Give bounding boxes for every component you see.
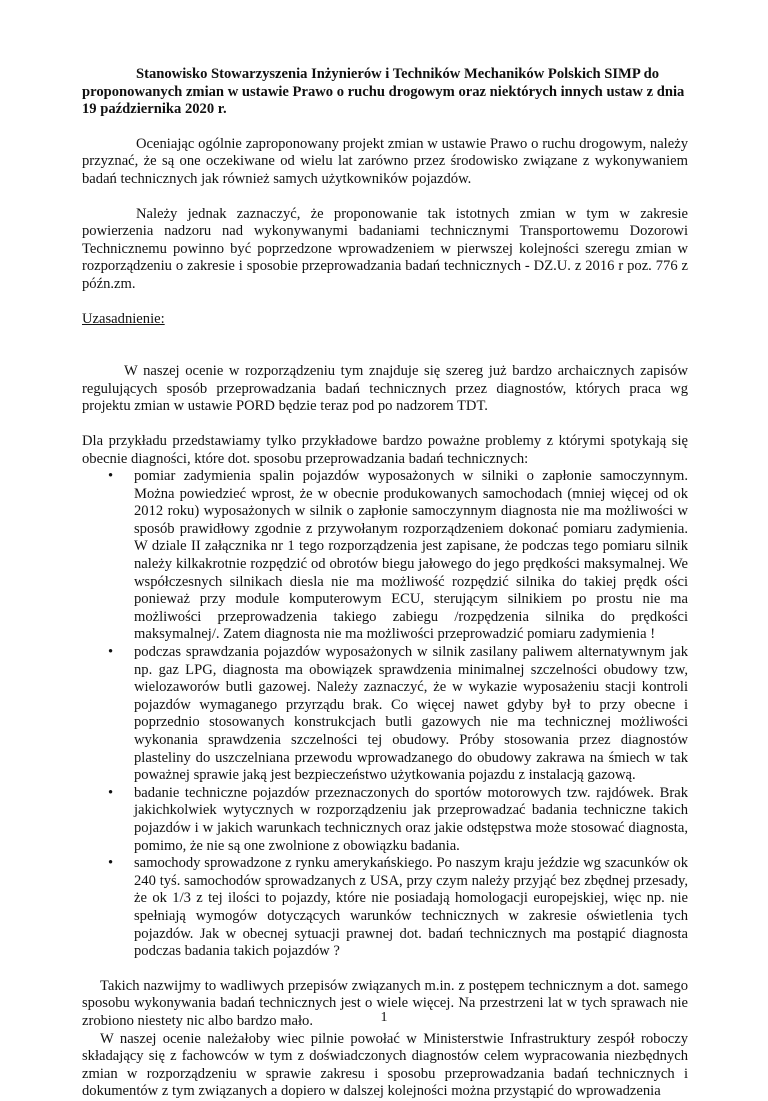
list-item	[82, 855, 688, 961]
bullet-icon: •	[108, 468, 114, 485]
list-item-text: pomiar zadymienia spalin pojazdów wyposażonych w silniki o zapłonie samoczynnym. Można powiedzieć wprost, że w obecnie produkowanych samochodach (mniej więcej od ok 2012 roku) wyposażonych w silnik o zapłonie samoczynnym diagnosta nie ma możliwości w sposób prawidłowy zgodnie z przywołanym rozporządzeniem dokonać pomiaru zadymienia. W dziale II załącznika nr 1 tego rozporządzenia jest zapisane, że podczas tego pomiaru silnik należy kilkakrotnie rozpędzić od obrotów biegu jałowego do jego prędkości maksymalnej. We współczesnych silnikach diesla nie ma możliwość rozpędzić silnika do takiej prędk ości ponieważ przy module komputerowym ECU, sterującym silnikiem po prostu nie ma możliwości przeprowadzenia takiego zabiegu /rozpędzenia silnika do prędkości maksymalnej/. Zatem diagnosta nie ma możliwości przeprowadzić pomiaru zadymienia !	[134, 468, 688, 643]
list-item-text: samochody sprowadzone z rynku amerykańskiego. Po naszym kraju jeździe wg szacunków ok 240 tyś. samochodów sprowadzanych z USA, przy czym należy przyjąć bez zbędnej przesady, że ok 1/3 z tej ilości to pojazdy, które nie posiadają homologacji europejskiej, więc np. nie spełniają wymogów dotyczących warunków technicznych w zakresie oświetlenia tych pojazdów. Jak w obecnej sytuacji prawnej dot. badań technicznych ma postąpić diagnosta podczas badania takich pojazdów ?	[134, 855, 688, 960]
document-title	[82, 66, 688, 119]
paragraph-caveat: Należy jednak zaznaczyć, że proponowanie tak istotnych zmian w tym w zakresie powierzenia nadzoru nad wykonywanymi badaniami technicznymi Transportowemu Dozorowi Technicznemu powinno być poprzedzone wprowadzeniem w pierwszej kolejności szeregu zmian w rozporządzeniu o zakresie i sposobie przeprowadzania badań technicznych - DZ.U. z 2016 r poz. 776 z późn.zm.	[82, 205, 688, 292]
bullet-icon: •	[108, 855, 114, 872]
bullet-icon: •	[108, 784, 114, 801]
list-item	[82, 468, 688, 644]
paragraph-assessment: W naszej ocenie w rozporządzeniu tym znajduje się szereg już bardzo archaicznych zapisów regulujących sposób przeprowadzania badań technicznych przez diagnostów, których praca wg projektu zmian w ustawie PORD będzie teraz pod po nadzorem TDT.	[82, 363, 688, 415]
paragraph-intro: Oceniając ogólnie zaproponowany projekt zmian w ustawie Prawo o ruchu drogowym, należy przyznać, że są one oczekiwane od wielu lat zarówno przez środowisko związane z wykonywaniem badań technicznych jak również samych użytkowników pojazdów.	[82, 135, 688, 187]
list-item-text: badanie techniczne pojazdów przeznaczonych do sportów motorowych tzw. rajdówek. Brak jakichkolwiek wytycznych w rozporządzeniu jak przeprowadzać badania techniczne takich pojazdów i w jakich warunkach technicznych oraz jakie odstępstwa może stosować diagnosta, pomimo, że nie są one zwolnione z obowiązku badania.	[134, 784, 688, 854]
list-item-text: podczas sprawdzania pojazdów wyposażonych w silnik zasilany paliwem alternatywnym jak np. gaz LPG, diagnosta ma obowiązek sprawdzenia minimalnej szczelności obudowy tzw, wielozaworów butli gazowej. Należy zaznaczyć, że w wykazie wyposażeniu stacji kontroli pojazdów wymaganego przyrządu brak. Co więcej nawet gdyby był to przy obecne i poprzednio stosowanych konstrukcjach butli gazowych nie ma technicznej możliwości wykonania sprawdzenia szczelności tej obudowy. Próby stosowania przez diagnostów plasteliny do uszczelniana przewodu wprowadzanego do obudowy zakrawa na śmiech w tak poważnej sprawie jaką jest bezpieczeństwo użytkowania pojazdu z instalacją gazową.	[134, 644, 688, 784]
paragraph-summary: Takich nazwijmy to wadliwych przepisów związanych m.in. z postępem technicznym a dot. samego sposobu wykonywania badań technicznych jest o wiele więcej. Na przestrzeni lat w tych sprawach nie zrobiono niestety nic albo bardzo mało.	[82, 977, 688, 1029]
section-heading-justification: Uzasadnienie:	[82, 310, 165, 327]
paragraph-recommendation: W naszej ocenie należałoby wiec pilnie powołać w Ministerstwie Infrastruktury zespół roboczy składający się z fachowców w tym z doświadczonych diagnostów celem wypracowania niezbędnych zmian w rozporządzeniu w sprawie zakresu i sposobu przeprowadzania badań technicznych i dokumentów z tym związanych a dopiero w dalszej kolejności można przystąpić do wprowadzenia	[82, 1030, 688, 1100]
bullet-icon: •	[108, 644, 114, 661]
title-line-2: proponowanych zmian w ustawie Prawo o ruchu drogowym oraz niektórych innych ustaw z dnia	[82, 83, 685, 100]
page-number: 1	[380, 1010, 388, 1025]
list-item	[82, 644, 688, 785]
paragraph-examples-intro: Dla przykładu przedstawiamy tylko przykładowe bardzo poważne problemy z którymi spotykają się obecnie diagności, które dot. sposobu przeprowadzania badań technicznych:	[82, 432, 688, 467]
title-line-1: Stanowisko Stowarzyszenia Inżynierów i Techników Mechaników Polskich SIMP do	[136, 66, 660, 82]
title-line-3: 19 października 2020 r.	[82, 101, 227, 118]
problems-list	[82, 468, 688, 961]
document-page	[82, 66, 688, 1101]
list-item	[82, 785, 688, 855]
